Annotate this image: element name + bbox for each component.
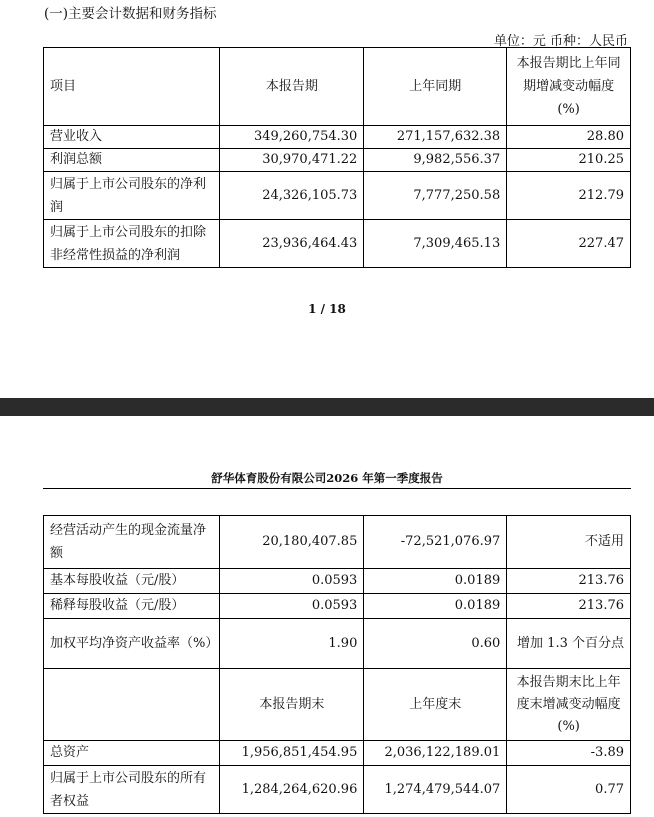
row-prior: 9,982,556.37 [364,149,507,172]
row-current: 349,260,754.30 [220,126,364,149]
header-balance-change-percent: 本报告期末比上年度末增减变动幅度(%) [507,669,631,741]
row-prior: 7,309,465.13 [364,220,507,268]
row-prior: 0.0189 [364,569,507,594]
page-number: 1 / 18 [308,302,346,316]
row-prior: -72,521,076.97 [364,516,507,569]
row-current: 20,180,407.85 [220,516,364,569]
table-row [44,149,631,172]
row-current: 1,956,851,454.95 [220,741,364,766]
row-label: 经营活动产生的现金流量净额 [44,516,220,569]
currency-unit-note: 单位：元 币种：人民币 [493,34,628,49]
row-change: 227.47 [507,220,631,268]
table-row [44,594,631,619]
key-financial-table [43,47,631,268]
balance-header-row [44,669,631,741]
row-prior: 0.60 [364,619,507,669]
header-prior-year-end: 上年度末 [364,669,507,741]
row-current: 30,970,471.22 [220,149,364,172]
row-current: 0.0593 [220,594,364,619]
page-separator [0,398,654,416]
row-label: 营业收入 [44,126,220,149]
row-label: 归属于上市公司股东的所有者权益 [44,766,220,814]
row-label: 归属于上市公司股东的扣除非经常性损益的净利润 [44,220,220,268]
row-change: 28.80 [507,126,631,149]
row-prior: 1,274,479,544.07 [364,766,507,814]
table-header-row [44,48,631,126]
row-current: 23,936,464.43 [220,220,364,268]
row-label: 利润总额 [44,149,220,172]
running-header: 舒华体育股份有限公司2026 年第一季度报告 [211,471,443,485]
table-row [44,516,631,569]
table-row [44,766,631,814]
row-change: 不适用 [507,516,631,569]
key-financial-table-continued [43,515,631,814]
row-change: 增加 1.3 个百分点 [507,619,631,669]
row-change: -3.89 [507,741,631,766]
row-prior: 7,777,250.58 [364,172,507,220]
table-row [44,126,631,149]
row-prior: 2,036,122,189.01 [364,741,507,766]
header-prior-period: 上年同期 [364,48,507,126]
row-current: 1,284,264,620.96 [220,766,364,814]
section-title: (一)主要会计数据和财务指标 [44,6,217,22]
header-current-period: 本报告期 [220,48,364,126]
row-current: 24,326,105.73 [220,172,364,220]
row-label: 加权平均净资产收益率（%） [44,619,220,669]
row-change: 0.77 [507,766,631,814]
header-period-end: 本报告期末 [220,669,364,741]
row-label: 归属于上市公司股东的净利润 [44,172,220,220]
row-change: 210.25 [507,149,631,172]
row-prior: 0.0189 [364,594,507,619]
row-change: 213.76 [507,594,631,619]
table-row [44,619,631,669]
row-label: 基本每股收益（元/股） [44,569,220,594]
header-change-percent: 本报告期比上年同期增减变动幅度(%) [507,48,631,126]
row-change: 213.76 [507,569,631,594]
row-current: 1.90 [220,619,364,669]
table-row [44,220,631,268]
row-label: 总资产 [44,741,220,766]
row-prior: 271,157,632.38 [364,126,507,149]
table-row [44,172,631,220]
row-current: 0.0593 [220,569,364,594]
row-change: 212.79 [507,172,631,220]
header-item: 项目 [44,48,220,126]
row-label: 稀释每股收益（元/股） [44,594,220,619]
header-item-empty [44,669,220,741]
table-row [44,569,631,594]
table-row [44,741,631,766]
header-rule [43,488,631,489]
